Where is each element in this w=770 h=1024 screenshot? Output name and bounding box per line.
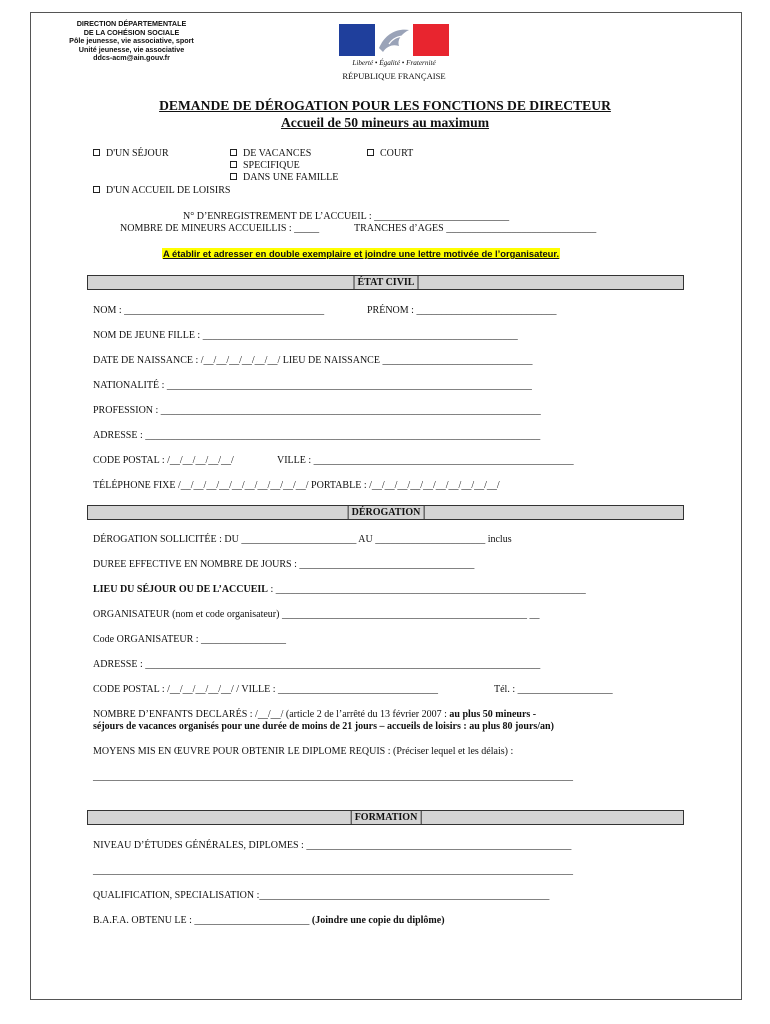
org-line: DE LA COHÉSION SOCIALE [83,27,180,37]
administration-header [64,20,199,63]
org-line: DIRECTION DÉPARTEMENTALE [76,19,187,28]
checkbox-icon[interactable] [367,149,374,156]
niveau-etudes-line[interactable]: ________________________________________________________________________________________________ [93,865,573,876]
notice-banner: A établir et adresser en double exemplaire et joindre une lettre motivée de l’organisateur. [163,248,560,259]
checkbox-icon[interactable] [230,161,237,168]
form-title: DEMANDE DE DÉROGATION POUR LES FONCTIONS DE DIRECTEUR [159,98,611,113]
ville-field[interactable]: VILLE : ____________________________________________________ [277,455,574,466]
age-ranges-field[interactable]: TRANCHES d’AGES ______________________________ [354,223,597,234]
telephone-field[interactable]: TÉLÉPHONE FIXE /__/__/__/__/__/__/__/__/__/__/ PORTABLE : /__/__/__/__/__/__/__/__/__/__/ [93,480,500,491]
checkbox-icon[interactable] [230,173,237,180]
motto: Liberté • Égalité • Fraternité [352,59,436,67]
niveau-etudes-field[interactable]: NIVEAU D’ÉTUDES GÉNÉRALES, DIPLOMES : _____________________________________________________ [93,840,572,851]
org-email: ddcs-acm@ain.gouv.fr [93,53,170,63]
organisateur-field[interactable]: ORGANISATEUR (nom et code organisateur) _________________________________________________ __ [93,609,540,620]
qualification-field[interactable]: QUALIFICATION, SPECIALISATION :__________________________________________________________ [93,890,550,901]
org-line: Pôle jeunesse, vie associative, sport [69,36,194,46]
derogation-dates-field[interactable]: DÉROGATION SOLLICITÉE : DU _______________________ AU ______________________ inclus [93,534,512,545]
duree-field[interactable]: DUREE EFFECTIVE EN NOMBRE DE JOURS : ___________________________________ [93,559,475,570]
moyens-field[interactable]: ________________________________________________________________________________________________ [93,771,573,782]
republique-francaise-label: RÉPUBLIQUE FRANÇAISE [342,71,446,81]
checkbox-court[interactable]: COURT [367,148,413,159]
code-organisateur-field[interactable]: Code ORGANISATEUR : _________________ [93,634,287,645]
section-bar-etat-civil [87,275,684,290]
section-bar-derogation [87,505,684,520]
bafa-note: (Joindre une copie du diplôme) [311,915,445,926]
profession-field[interactable]: PROFESSION : ____________________________________________________________________________ [93,405,541,416]
code-postal-field[interactable]: CODE POSTAL : /__/__/__/__/__/ [93,455,234,466]
tricolor-flag-icon [339,24,449,56]
section-title-formation: FORMATION [351,811,422,824]
date-lieu-naissance-field[interactable]: DATE DE NAISSANCE : /__/__/__/__/__/__/ LIEU DE NAISSANCE ______________________________ [93,355,533,366]
checkbox-specifique[interactable]: SPECIFIQUE [230,160,300,171]
section-title-etat-civil: ÉTAT CIVIL [354,276,419,289]
registration-number-field[interactable]: N° D’ENREGISTREMENT DE L’ACCUEIL : ___________________________ [183,211,510,222]
bafa-field[interactable]: B.A.F.A. OBTENU LE : _______________________ (Joindre une copie du diplôme) [93,915,445,926]
checkbox-accueil-loisirs[interactable]: D'UN ACCUEIL DE LOISIRS [93,185,231,196]
checkbox-icon[interactable] [93,186,100,193]
lieu-sejour-field[interactable]: LIEU DU SÉJOUR OU DE L’ACCUEIL : ______________________________________________________________ [93,584,586,595]
prenom-field[interactable]: PRÉNOM : ____________________________ [367,305,557,316]
derogation-code-postal-ville-field[interactable]: CODE POSTAL : /__/__/__/__/__/ / VILLE : ________________________________ [93,684,439,695]
tel-field[interactable]: Tél. : ___________________ [494,684,613,695]
org-line: Unité jeunesse, vie associative [78,44,185,54]
adresse-field[interactable]: ADRESSE : _______________________________________________________________________________ [93,430,541,441]
nombre-enfants-field[interactable]: NOMBRE D’ENFANTS DECLARÉS : /__/__/ (article 2 de l’arrêté du 13 février 2007 : au plus 50 mineurs - [93,709,537,720]
checkbox-vacances[interactable]: DE VACANCES [230,148,311,159]
section-title-derogation: DÉROGATION [348,506,425,519]
mineurs-count-field[interactable]: NOMBRE DE MINEURS ACCUEILLIS : _____ [120,223,320,234]
republique-francaise-logo [337,18,451,82]
checkbox-famille[interactable]: DANS UNE FAMILLE [230,172,338,183]
checkbox-icon[interactable] [93,149,100,156]
moyens-label: MOYENS MIS EN ŒUVRE POUR OBTENIR LE DIPLOME REQUIS : (Préciser lequel et les délais) : [93,746,514,757]
derogation-adresse-field[interactable]: ADRESSE : _______________________________________________________________________________ [93,659,541,670]
nombre-enfants-note: séjours de vacances organisés pour une durée de moins de 21 jours – accueils de loisirs : au plus 80 jours/an) [93,721,554,732]
nom-jeune-fille-field[interactable]: NOM DE JEUNE FILLE : _______________________________________________________________ [93,330,518,341]
form-subtitle: Accueil de 50 mineurs au maximum [280,115,490,130]
nom-field[interactable]: NOM : ________________________________________ [93,305,325,316]
nationalite-field[interactable]: NATIONALITÉ : _________________________________________________________________________ [93,380,532,391]
lieu-sejour-label: LIEU DU SÉJOUR OU DE L’ACCUEIL [93,584,268,595]
section-bar-formation [87,810,684,825]
checkbox-sejour[interactable]: D'UN SÉJOUR [93,148,169,159]
checkbox-icon[interactable] [230,149,237,156]
